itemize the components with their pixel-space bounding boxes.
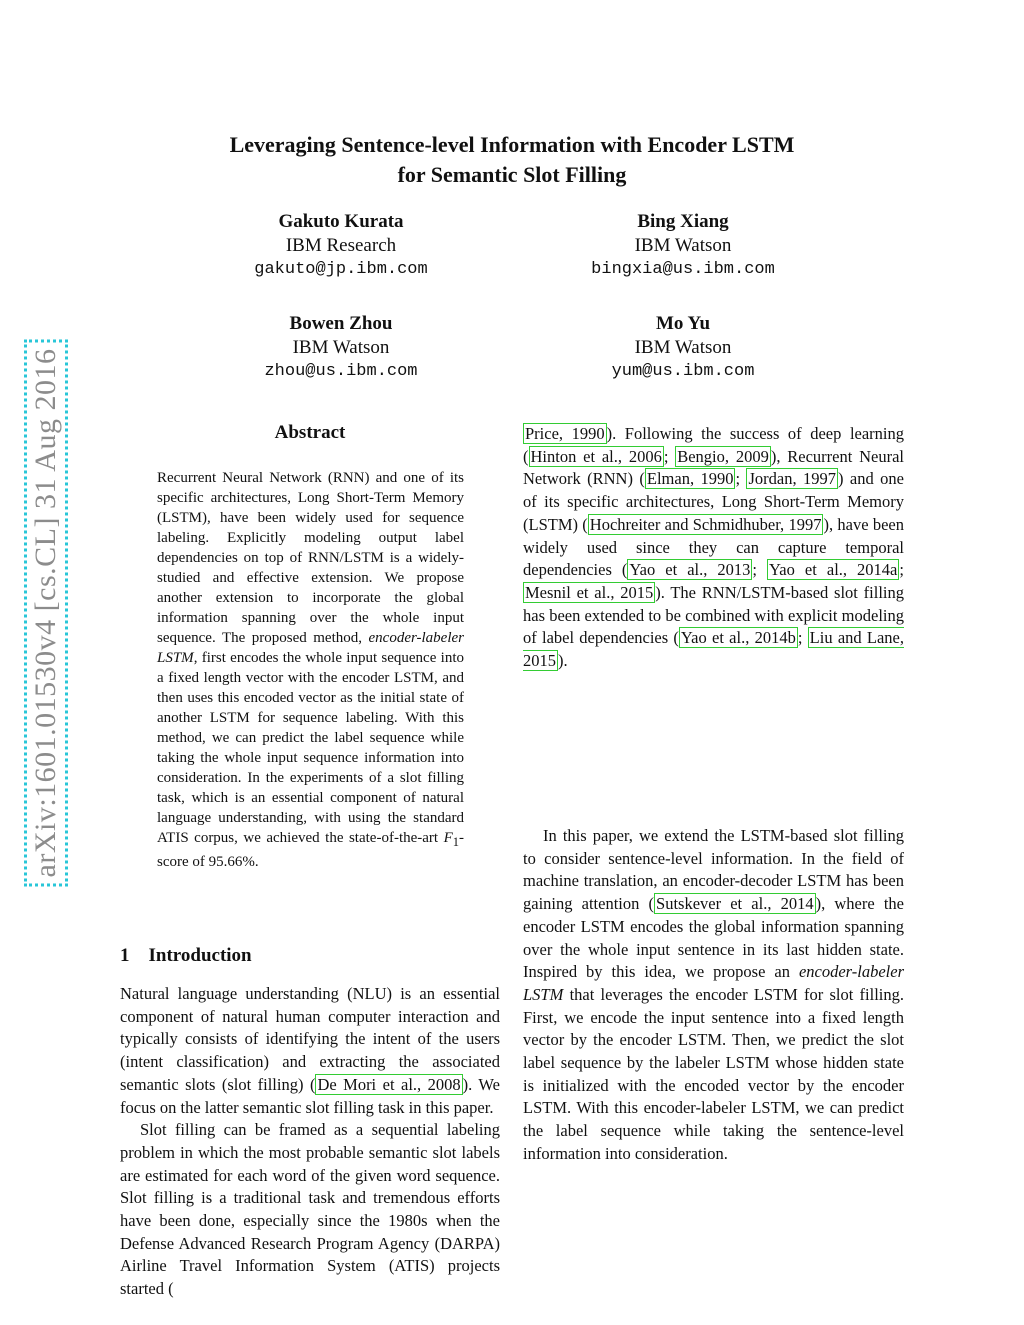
arxiv-stamp-container xyxy=(18,313,74,913)
citation-link[interactable]: Liu and Lane, 2015 xyxy=(523,628,905,671)
text-run: ; xyxy=(735,469,747,489)
text-run: ). xyxy=(558,651,568,671)
text-run: ). We focus on the latter semantic slot filling task in this paper. xyxy=(120,1074,500,1117)
text-run: In this paper, we extend the LSTM-based slot filling to consider sentence-level information. In the field of machine translation, an encoder-decoder LSTM has been gaining attention ( xyxy=(523,826,904,914)
author-name: Gakuto Kurata xyxy=(278,211,404,232)
text-run: ), have been widely used since they can capture temporal dependencies ( xyxy=(523,514,904,580)
author-affiliation: IBM Watson xyxy=(634,337,732,358)
intro-paragraph-3 xyxy=(523,825,904,1166)
text-run: ; xyxy=(663,446,676,466)
citation-link[interactable]: De Mori et al., 2008 xyxy=(317,1074,461,1094)
author-block xyxy=(533,312,833,384)
citation-link[interactable]: Yao et al., 2014b xyxy=(680,628,796,648)
abstract-text xyxy=(157,468,464,872)
author-name: Bing Xiang xyxy=(637,211,729,232)
title-line-1: Leveraging Sentence-level Information with Encoder LSTM xyxy=(229,132,795,157)
citation-link[interactable]: Elman, 1990 xyxy=(646,469,734,489)
intro-paragraph-1 xyxy=(120,983,500,1119)
section-number: 1 xyxy=(120,945,130,966)
author-name: Mo Yu xyxy=(655,313,711,334)
citation-link[interactable]: Jordan, 1997 xyxy=(748,469,837,489)
text-run: that leverages the encoder LSTM for slot filling. First, we encode the input sentence into a fixed length vector by the encoder LSTM. Then, we predict the slot label sequence by the labeler LSTM whose hidden state is initialized with the encoded vector by the encoder LSTM. With this encoder-labeler LSTM, we can predict the label sequence while taking the sentence-level information into consideration. xyxy=(523,984,904,1163)
text-run: ) and one of its specific architectures, Long Short-Term Memory (LSTM) ( xyxy=(523,469,904,534)
citation-link[interactable]: Price, 1990 xyxy=(525,424,605,443)
abstract-method-name: encoder-labeler LSTM xyxy=(157,630,464,666)
section-heading xyxy=(120,945,252,967)
arxiv-stamp[interactable]: arXiv:1601.01530v4 [cs.CL] 31 Aug 2016 xyxy=(24,340,68,887)
method-name: encoder-labeler LSTM xyxy=(523,962,904,1004)
intro-paragraph-2 xyxy=(120,1119,500,1301)
abstract-heading: Abstract xyxy=(274,422,346,443)
abstract-part-3: -score of 95.66%. xyxy=(157,830,464,870)
citation-link[interactable]: Hochreiter and Schmidhuber, 1997 xyxy=(589,514,822,534)
abstract-part-1: Recurrent Neural Network (RNN) and one of its specific architectures, Long Short-Term Memory (LSTM), have been widely used for sequence labeling. Explicitly modeling output label dependencies on top of RNN/LSTM is a widely-studied and effective extension. We propose another extension to incorporate the global information spanning over the whole input sequence. The proposed method, xyxy=(157,470,464,646)
citation-link[interactable]: Bengio, 2009 xyxy=(677,446,769,466)
text-run: ), where the encoder LSTM encodes the global information spanning over the whole input sentence in its last hidden state. Inspired by this idea, we propose an xyxy=(523,894,904,982)
citation-link[interactable]: Yao et al., 2014a xyxy=(769,560,898,580)
text-run: ; xyxy=(899,560,904,580)
author-email[interactable]: bingxia@us.ibm.com xyxy=(591,260,775,279)
author-name: Bowen Zhou xyxy=(289,313,393,334)
citation-link[interactable]: Yao et al., 2013 xyxy=(629,560,751,580)
text-run: ; xyxy=(797,628,808,648)
citation-link[interactable]: Hinton et al., 2006 xyxy=(530,446,662,466)
citation-link[interactable]: Mesnil et al., 2015 xyxy=(525,582,654,602)
text-run: Slot filling can be framed as a sequential labeling problem in which the most probable semantic slot labels are estimated for each word of the given word sequence. Slot filling is a traditional task and tremendous efforts have been done, especially since the 1980s when the Defense Advanced Research Program Agency (DARPA) Airline Travel Information System (ATIS) projects started ( xyxy=(120,1120,500,1299)
title-line-2: for Semantic Slot Filling xyxy=(397,162,627,187)
intro-left-column xyxy=(120,983,500,1301)
section-title: Introduction xyxy=(148,945,252,966)
author-affiliation: IBM Research xyxy=(285,235,397,256)
f-subscript: 1 xyxy=(452,835,459,849)
author-block xyxy=(191,312,491,384)
author-email[interactable]: gakuto@jp.ibm.com xyxy=(254,260,428,279)
author-block xyxy=(191,210,491,282)
intro-paragraph-2-cont xyxy=(523,423,904,673)
text-run: ; xyxy=(752,560,768,580)
text-run: ), Recurrent Neural Network (RNN) ( xyxy=(523,446,905,489)
author-affiliation: IBM Watson xyxy=(292,337,390,358)
citation-link[interactable]: Sutskever et al., 2014 xyxy=(656,894,814,914)
paper-title xyxy=(0,130,1024,190)
text-run: Natural language understanding (NLU) is an essential component of natural human computer interaction and typically consists of identifying the intent of the users (intent classification) and extracting the associated semantic slots (slot filling) ( xyxy=(120,984,500,1094)
f-symbol: F xyxy=(443,830,453,846)
author-email[interactable]: yum@us.ibm.com xyxy=(611,362,755,381)
intro-right-column-2 xyxy=(523,825,904,1166)
intro-right-column xyxy=(523,423,904,673)
author-block xyxy=(533,210,833,282)
abstract-part-2: , first encodes the whole input sequence into a fixed length vector with the encoder LSTM, and then uses this encoded vector as the initial state of another LSTM for sequence labeling. With this method, we can predict the label sequence while taking the whole input sequence information into consideration. In the experiments of a slot filling task, which is an essential component of natural language understanding, with using the standard ATIS corpus, we achieved the state-of-the-art xyxy=(157,650,464,846)
author-email[interactable]: zhou@us.ibm.com xyxy=(264,362,418,381)
text-run: ). The RNN/LSTM-based slot filling has been extended to be combined with explicit modeling of label dependencies ( xyxy=(523,582,905,648)
text-run: ). Following the success of deep learning ( xyxy=(523,424,904,466)
author-affiliation: IBM Watson xyxy=(634,235,732,256)
